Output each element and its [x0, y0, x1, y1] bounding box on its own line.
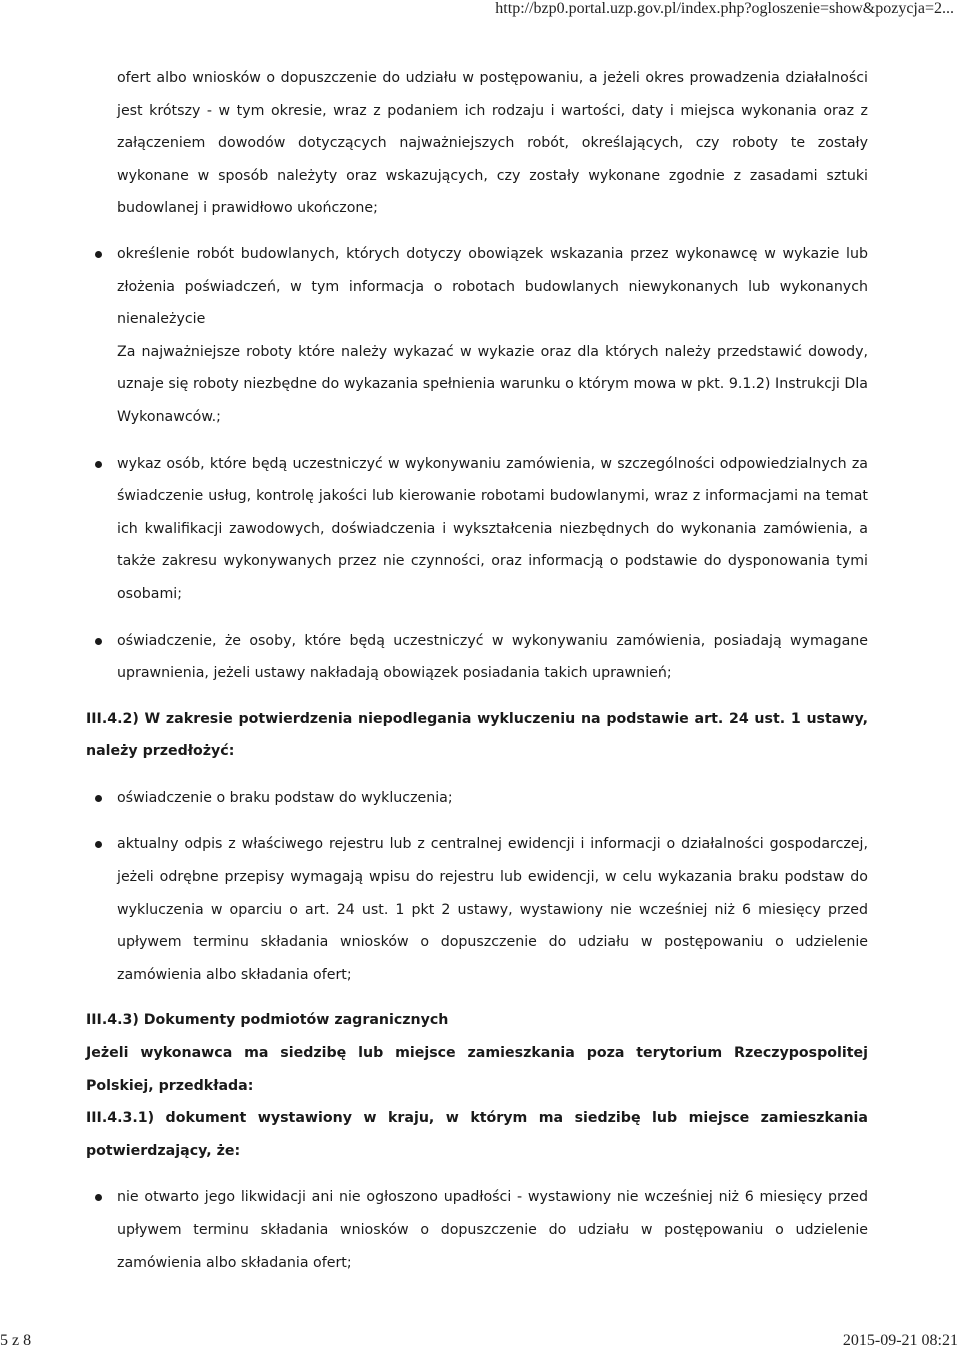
page-number: 5 z 8 — [0, 1332, 32, 1349]
list-item: oświadczenie, że osoby, które będą uczestniczyć w wykonywaniu zamówienia, posiadają wymagane uprawnienia, jeżeli ustawy nakładają obowiązek posiadania takich uprawnień; — [86, 625, 868, 690]
bullet-icon — [95, 795, 102, 802]
page-url-header: http://bzp0.portal.uzp.gov.pl/index.php?ogloszenie=show&pozycja=2... — [495, 0, 954, 17]
list-liquidation — [86, 1181, 868, 1279]
section-heading-iii-4-3: III.4.3) Dokumenty podmiotów zagranicznych — [86, 1012, 449, 1029]
bullet-icon — [95, 841, 102, 848]
list-item: wykaz osób, które będą uczestniczyć w wykonywaniu zamówienia, w szczególności odpowiedzialnych za świadczenie usług, kontrolę jakości lub kierowanie robotami budowlanymi, wraz z informacjami na temat ich kwalifikacji zawodowych, doświadczenia i wykształcenia niezbędnych do wykonania zamówienia, a także zakresu wykonywanych przez nie czynności, oraz informacją o podstawie do dysponowania tymi osobami; — [86, 448, 868, 611]
list-item: nie otwarto jego likwidacji ani nie ogłoszono upadłości - wystawiony nie wcześniej niż 6 miesięcy przed upływem terminu składania wniosków o dopuszczenie do udziału w postępowaniu o udzielenie zamówienia albo składania ofert; — [86, 1181, 868, 1279]
list-persons — [86, 448, 868, 690]
list-item: określenie robót budowlanych, których dotyczy obowiązek wskazania przez wykonawcę w wykazie lub złożenia poświadczeń, w tym informacja o robotach budowlanych niewykonanych lub wykonanych nienależycie — [86, 238, 868, 336]
list-works — [86, 238, 868, 336]
note-paragraph: Za najważniejsze roboty które należy wykazać w wykazie oraz dla których należy przedstawić dowody, uznaje się roboty niezbędne do wykazania spełnienia warunku o którym mowa w pkt. 9.1.2) Instrukcji Dla Wykonawców.; — [117, 343, 868, 425]
document-body — [86, 62, 868, 1279]
section-heading-iii-4-2: III.4.2) W zakresie potwierdzenia niepodlegania wykluczeniu na podstawie art. 24 ust. 1 ustawy, należy przedłożyć: — [86, 710, 868, 760]
section-subheading-foreign: Jeżeli wykonawca ma siedzibę lub miejsce zamieszkania poza terytorium Rzeczypospolitej Polskiej, przedkłada: — [86, 1045, 868, 1094]
list-item: oświadczenie o braku podstaw do wykluczenia; — [86, 782, 868, 815]
bullet-icon — [95, 461, 102, 468]
section-heading-iii-4-3-1: III.4.3.1) dokument wystawiony w kraju, w którym ma siedzibę lub miejsce zamieszkania potwierdzający, że: — [86, 1110, 868, 1159]
bullet-icon — [95, 1194, 102, 1201]
bullet-icon — [95, 251, 102, 258]
page-footer — [0, 1332, 960, 1352]
bullet-icon — [95, 638, 102, 645]
intro-paragraph: ofert albo wniosków o dopuszczenie do udziału w postępowaniu, a jeżeli okres prowadzenia działalności jest krótszy - w tym okresie, wraz z podaniem ich rodzaju i wartości, daty i miejsca wykonania oraz z załączeniem dowodów dotyczących najważniejszych robót, określających, czy roboty te zostały wykonane w sposób należyty oraz wskazujących, czy zostały wykonane zgodnie z zasadami sztuki budowlanej i prawidłowo ukończone; — [117, 70, 868, 217]
list-exclusion — [86, 782, 868, 992]
print-datetime: 2015-09-21 08:21 — [842, 1332, 958, 1349]
list-item: aktualny odpis z właściwego rejestru lub z centralnej ewidencji i informacji o działalności gospodarczej, jeżeli odrębne przepisy wymagają wpisu do rejestru lub ewidencji, w celu wykazania braku podstaw do wykluczenia w oparciu o art. 24 ust. 1 pkt 2 ustawy, wystawiony nie wcześniej niż 6 miesięcy przed upływem terminu składania wniosków o dopuszczenie do udziału w postępowaniu o udzielenie zamówienia albo składania ofert; — [86, 828, 868, 991]
